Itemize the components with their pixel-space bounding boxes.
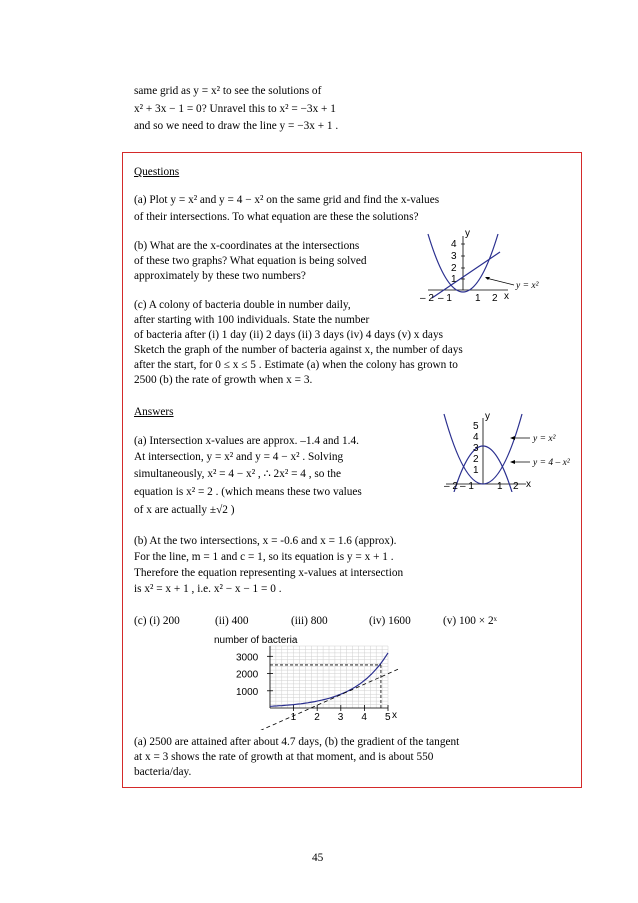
- graph-1-arrow: [486, 278, 514, 285]
- question-a-line-1: (a) Plot y = x² and y = 4 − x² on the same grid and find the x-values: [134, 194, 440, 206]
- question-c-line-4: Sketch the graph of the number of bacteria against x, the number of days: [134, 344, 463, 356]
- questions-heading: Questions: [134, 166, 180, 178]
- answers-heading: Answers: [134, 406, 174, 418]
- intro-line-2: x² + 3x − 1 = 0? Unravel this to x² = −3x + 1: [134, 103, 336, 115]
- final-answer-line-1: (a) 2500 are attained after about 4.7 days, (b) the gradient of the tangent: [134, 736, 460, 748]
- graph-1-y-tick: 2: [451, 263, 457, 274]
- question-c-line-2: after starting with 100 individuals. State the number: [134, 314, 370, 326]
- graph-2-upper-label: y = x²: [533, 434, 556, 444]
- bacteria-chart: [210, 630, 420, 730]
- question-b-line-1: (b) What are the x-coordinates at the intersections: [134, 240, 360, 252]
- chart-x-tick-label: 4: [361, 712, 367, 723]
- answer-b-line-4: is x² = x + 1 , i.e. x² − x − 1 = 0 .: [134, 583, 282, 595]
- chart-y-tick-label: 2000: [236, 669, 259, 681]
- graph-2-y-tick: 3: [473, 443, 479, 454]
- graph-1-x-label: x: [504, 291, 509, 302]
- graph-2-y-tick: 5: [473, 421, 479, 432]
- graph-1-y-tick: 4: [451, 239, 457, 250]
- graph-1: [418, 228, 578, 306]
- intro-line-3: and so we need to draw the line y = −3x + 1 .: [134, 120, 339, 132]
- answer-b-line-2: For the line, m = 1 and c = 1, so its equation is y = x + 1 .: [134, 551, 394, 563]
- chart-x-tick-label: 5: [385, 712, 391, 723]
- final-answer-line-2: at x = 3 shows the rate of growth at that moment, and is about 550: [134, 751, 434, 763]
- question-b-line-3: approximately by these two numbers?: [134, 270, 306, 282]
- question-b-line-2: of these two graphs? What equation is being solved: [134, 255, 367, 267]
- graph-2-y-label: y: [485, 411, 490, 422]
- answer-a-line-5: of x are actually ±√2 ): [134, 504, 235, 516]
- answer-c-v: (v) 100 × 2ˣ: [443, 615, 497, 627]
- chart-x-label: x: [392, 710, 397, 721]
- graph-1-x-tick: 2: [492, 293, 498, 304]
- answer-b-line-1: (b) At the two intersections, x = -0.6 and x = 1.6 (approx).: [134, 535, 397, 547]
- final-answer-line-3: bacteria/day.: [134, 766, 192, 778]
- chart-y-tick-label: 1000: [236, 686, 259, 698]
- question-a-line-2: of their intersections. To what equation are these the solutions?: [134, 211, 419, 223]
- graph-1-x-tick: – 2: [420, 293, 434, 304]
- answer-c-i: (c) (i) 200: [134, 615, 180, 627]
- answer-a-line-4: equation is x² = 2 . (which means these two values: [134, 486, 362, 498]
- question-c-line-3: of bacteria after (i) 1 day (ii) 2 days (ii) 3 days (iv) 4 days (v) x days: [134, 329, 443, 341]
- graph-2-y-tick: 2: [473, 454, 479, 465]
- graph-2-x-tick: – 1: [460, 481, 474, 492]
- answer-c-iv: (iv) 1600: [369, 615, 411, 627]
- graph-2-y-tick: 1: [473, 465, 479, 476]
- answer-b-line-3: Therefore the equation representing x-values at intersection: [134, 567, 404, 579]
- chart-title: number of bacteria: [214, 635, 298, 646]
- answer-a-line-2: At intersection, y = x² and y = 4 − x² . Solving: [134, 451, 344, 463]
- chart-x-tick-label: 2: [314, 712, 320, 723]
- question-c-line-5: after the start, for 0 ≤ x ≤ 5 . Estimate (a) when the colony has grown to: [134, 359, 458, 371]
- graph-2-y-tick: 4: [473, 432, 479, 443]
- answer-a-line-3: simultaneously, x² = 4 − x² , ∴ 2x² = 4 , so the: [134, 468, 342, 480]
- graph-1-y-tick: 1: [451, 274, 457, 285]
- graph-1-y-label: y: [465, 228, 470, 239]
- answer-c-iii: (iii) 800: [291, 615, 328, 627]
- answer-c-ii: (ii) 400: [215, 615, 249, 627]
- intro-line-1: same grid as y = x² to see the solutions of: [134, 85, 322, 97]
- question-c-line-1: (c) A colony of bacteria double in number daily,: [134, 299, 351, 311]
- graph-1-y-tick: 3: [451, 251, 457, 262]
- graph-2-x-tick: 1: [497, 481, 503, 492]
- question-c-line-6: 2500 (b) the rate of growth when x = 3.: [134, 374, 313, 386]
- chart-x-tick-label: 3: [337, 712, 344, 723]
- graph-2-x-tick: – 2: [444, 481, 458, 492]
- answer-a-line-1: (a) Intersection x-values are approx. –1.4 and 1.4.: [134, 435, 359, 447]
- chart-x-tick-label: 1: [290, 712, 297, 723]
- graph-2-x-tick: 2: [513, 481, 519, 492]
- graph-2-x-label: x: [526, 479, 531, 490]
- graph-1-curve-label: y = x²: [516, 281, 539, 291]
- chart-y-tick-label: 3000: [236, 652, 259, 664]
- page-number: 45: [312, 852, 324, 864]
- graph-2-lower-label: y = 4 – x²: [533, 458, 570, 468]
- graph-2: [440, 410, 580, 492]
- graph-1-x-tick: 1: [475, 293, 481, 304]
- graph-1-x-tick: – 1: [438, 293, 452, 304]
